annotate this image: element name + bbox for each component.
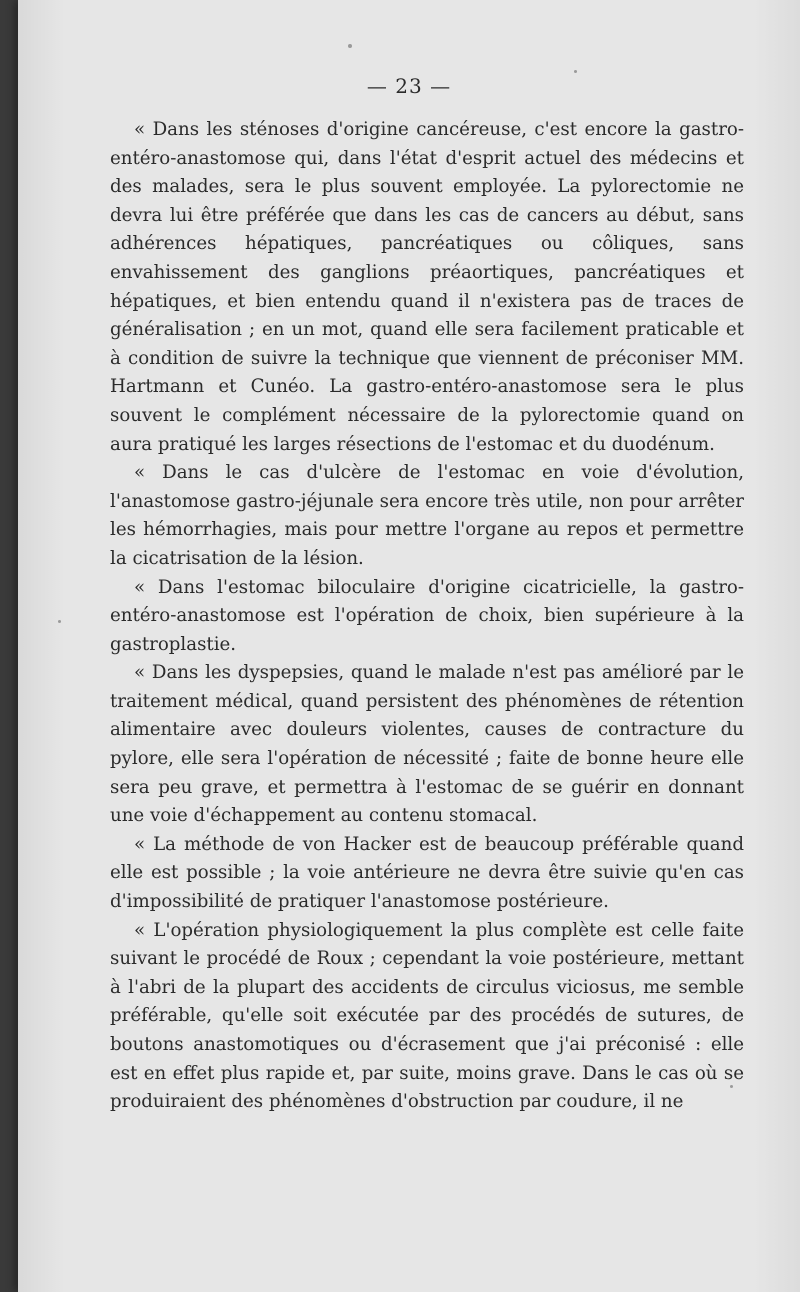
- paragraph: « L'opération physiologiquement la plus complète est celle faite suivant le procédé de Roux ; cependant la voie postérieure, mettant à l'abri de la plupart des accidents de circulus viciosus, me semble préférable, qu'elle soit exécutée par des procédés de sutures, de boutons anastomotiques ou d'écrasement que j'ai préconisé : elle est en effet plus rapide et, par suite, moins grave. Dans le cas où se produiraient des phénomènes d'obstruction par coudure, il ne: [110, 919, 744, 1113]
- paper-speck: [730, 1085, 733, 1088]
- book-page: [18, 0, 800, 1292]
- paper-speck: [58, 620, 61, 623]
- page-number: — 23 —: [366, 74, 452, 98]
- paragraph: « Dans l'estomac biloculaire d'origine cicatricielle, la gastro-entéro-anastomose est l'opération de choix, bien supérieure à la gastroplastie.: [110, 576, 744, 655]
- paper-speck: [348, 44, 352, 48]
- paragraph: « Dans le cas d'ulcère de l'estomac en voie d'évolution, l'anastomose gastro-jéjunale sera encore très utile, non pour arrêter les hémorrhagies, mais pour mettre l'organe au repos et permettre la cicatrisation de la lésion.: [110, 462, 744, 569]
- paragraph: « Dans les sténoses d'origine cancéreuse, c'est encore la gastro-entéro-anastomose qui, dans l'état d'esprit actuel des médecins et des malades, sera le plus souvent employée. La pylorectomie ne devra lui être préférée que dans les cas de cancers au début, sans adhérences hépatiques, pancréatiques ou côliques, sans envahissement des ganglions préaortiques, pancréatiques et hépatiques, et bien entendu quand il n'existera pas de traces de généralisation ; en un mot, quand elle sera facilement praticable et à condition de suivre la technique que viennent de préconiser MM. Hartmann et Cunéo. La gastro-entéro-anastomose sera le plus souvent le complément nécessaire de la pylorectomie quand on aura pratiqué les larges résections de l'estomac et du duodénum.: [110, 119, 744, 455]
- paragraph: « Dans les dyspepsies, quand le malade n'est pas amélioré par le traitement médical, quand persistent des phénomènes de rétention alimentaire avec douleurs violentes, causes de contracture du pylore, elle sera l'opération de nécessité ; faite de bonne heure elle sera peu grave, et permettra à l'estomac de se guérir en donnant une voie d'échappement au contenu stomacal.: [110, 662, 744, 827]
- paper-speck: [574, 70, 577, 73]
- body-text: [110, 116, 744, 1117]
- paragraph: « La méthode de von Hacker est de beaucoup préférable quand elle est possible ; la voie antérieure ne devra être suivie qu'en cas d'impossibilité de pratiquer l'anastomose postérieure.: [110, 833, 744, 913]
